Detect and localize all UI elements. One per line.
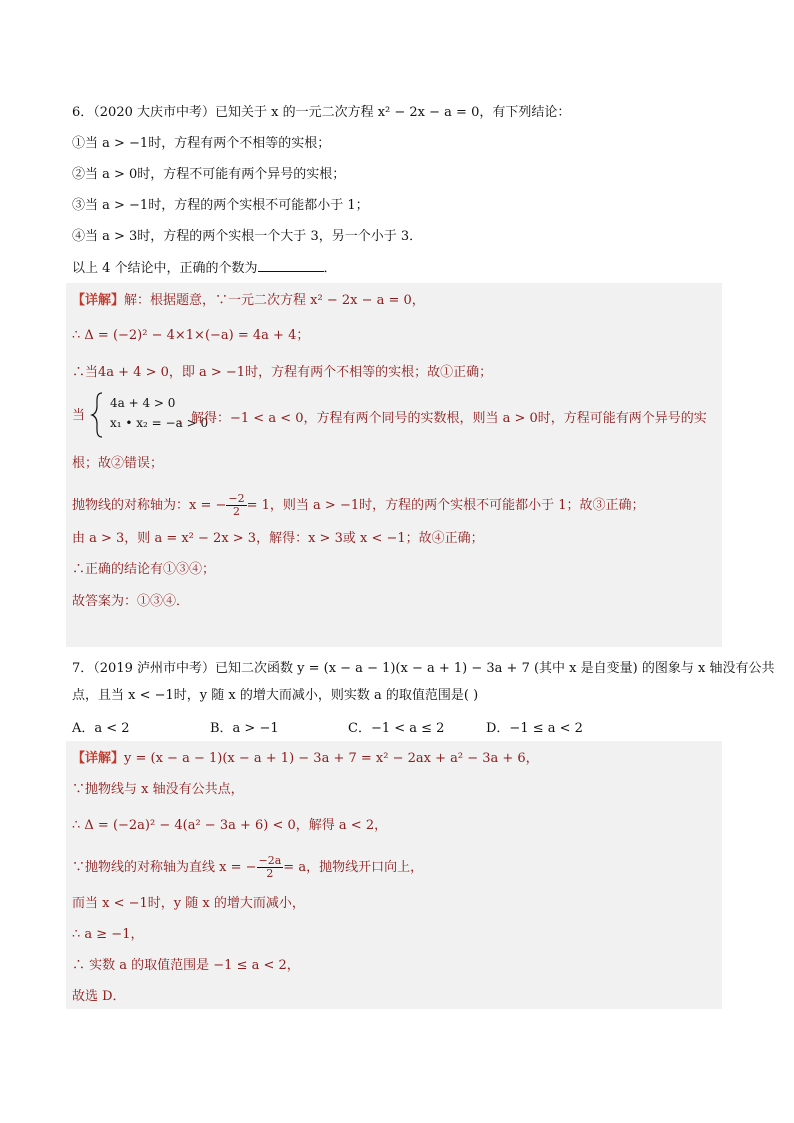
q6-question-prefix: 以上 4 个结论中，正确的个数为 xyxy=(72,261,258,276)
sol7-line-4 xyxy=(72,855,423,880)
sol6-line-7: 由 a > 3，则 a = x² − 2x > 3，解得：x > 3或 x < −1；故④正确； xyxy=(72,531,484,546)
sol7-line-3: ∴ Δ = (−2a)² − 4(a² − 3a + 6) < 0，解得 a < 2， xyxy=(72,818,388,833)
sol6-line-5: 根；故②错误； xyxy=(72,456,164,471)
sol6-line-2: ∴ Δ = (−2)² − 4×1×(−a) = 4a + 4； xyxy=(72,328,310,343)
sol6-line-6-suffix: = 1，则当 a > −1时，方程的两个实根不可能都小于 1；故③正确； xyxy=(246,498,645,513)
sol7-line-1-text: y = (x − a − 1)(x − a + 1) − 3a + 7 = x² − 2ax + a² − 3a + 6， xyxy=(124,751,539,766)
sol6-line-8: ∴正确的结论有①③④； xyxy=(72,562,216,577)
sol7-line-7: ∴ 实数 a 的取值范围是 −1 ≤ a < 2， xyxy=(72,958,300,973)
q7-stem-line-1: 7．（2019 泸州市中考）已知二次函数 y = (x − a − 1)(x − a + 1) − 3a + 7 (其中 x 是自变量) 的图象与 x 轴没有公共 xyxy=(72,661,775,676)
q6-question-suffix: ． xyxy=(323,261,337,276)
option-d: D．−1 ≤ a < 2 xyxy=(486,721,583,736)
option-a: A．a < 2 xyxy=(72,721,130,736)
answer-blank xyxy=(258,259,324,272)
system-eq-2: x₁ • x₂ = −a > 0 xyxy=(110,416,209,430)
q6-conclusion-2: ②当 a > 0时，方程不可能有两个异号的实根； xyxy=(72,167,346,182)
fraction xyxy=(257,855,284,880)
sol7-line-4-suffix: = a，抛物线开口向上， xyxy=(283,860,424,875)
sol7-line-1 xyxy=(72,750,539,768)
q6-conclusion-3: ③当 a > −1时，方程的两个实根不可能都小于 1； xyxy=(72,198,369,213)
sol6-line-3: ∴当4a + 4 > 0，即 a > −1时，方程有两个不相等的实根；故①正确； xyxy=(72,365,493,380)
q6-stem: 6．（2020 大庆市中考）已知关于 x 的一元二次方程 x² − 2x − a = 0，有下列结论： xyxy=(72,105,571,120)
fraction-numerator: −2 xyxy=(228,492,245,505)
system-eq-1: 4a + 4 > 0 xyxy=(110,396,176,410)
q6-conclusion-4: ④当 a > 3时，方程的两个实根一个大于 3，另一个小于 3． xyxy=(72,229,423,244)
q6-question xyxy=(72,259,337,278)
fraction-denominator: 2 xyxy=(266,867,274,880)
fraction-numerator: −2a xyxy=(258,854,282,867)
sol6-line-1-text: 解：根据题意，∵一元二次方程 x² − 2x − a = 0， xyxy=(124,293,425,308)
sol6-line-9: 故答案为：①③④． xyxy=(72,594,190,609)
sol7-line-5: 而当 x < −1时，y 随 x 的增大而减小， xyxy=(72,896,305,911)
option-b: B．a > −1 xyxy=(210,721,279,736)
q7-stem-line-2: 点，且当 x < −1时，y 随 x 的增大而减小，则实数 a 的取值范围是( ) xyxy=(72,688,479,703)
sol6-line-4-suffix: ，解得：−1 < a < 0，方程有两个同号的实数根，则当 a > 0时，方程可能有两个异号的实 xyxy=(178,411,707,426)
sol6-line-1 xyxy=(72,292,425,310)
option-c: C．−1 < a ≤ 2 xyxy=(348,721,445,736)
sol6-line-6-prefix: 抛物线的对称轴为：x = − xyxy=(72,498,227,513)
sol7-line-8: 故选 D． xyxy=(72,989,126,1004)
sol6-line-6 xyxy=(72,493,645,518)
fraction-denominator: 2 xyxy=(233,505,240,518)
sol7-line-4-prefix: ∵抛物线的对称轴为直线 x = − xyxy=(72,860,257,875)
detail-tag: 【详解】 xyxy=(72,751,125,766)
q6-conclusion-1: ①当 a > −1时，方程有两个不相等的实根； xyxy=(72,136,331,151)
sol7-line-2: ∵抛物线与 x 轴没有公共点， xyxy=(72,782,244,797)
sol7-line-6: ∴ a ≥ −1， xyxy=(72,927,144,942)
detail-tag: 【详解】 xyxy=(72,293,125,308)
left-brace-icon xyxy=(90,392,104,438)
fraction xyxy=(226,493,246,518)
sol6-line-4-prefix: 当 xyxy=(72,408,86,423)
